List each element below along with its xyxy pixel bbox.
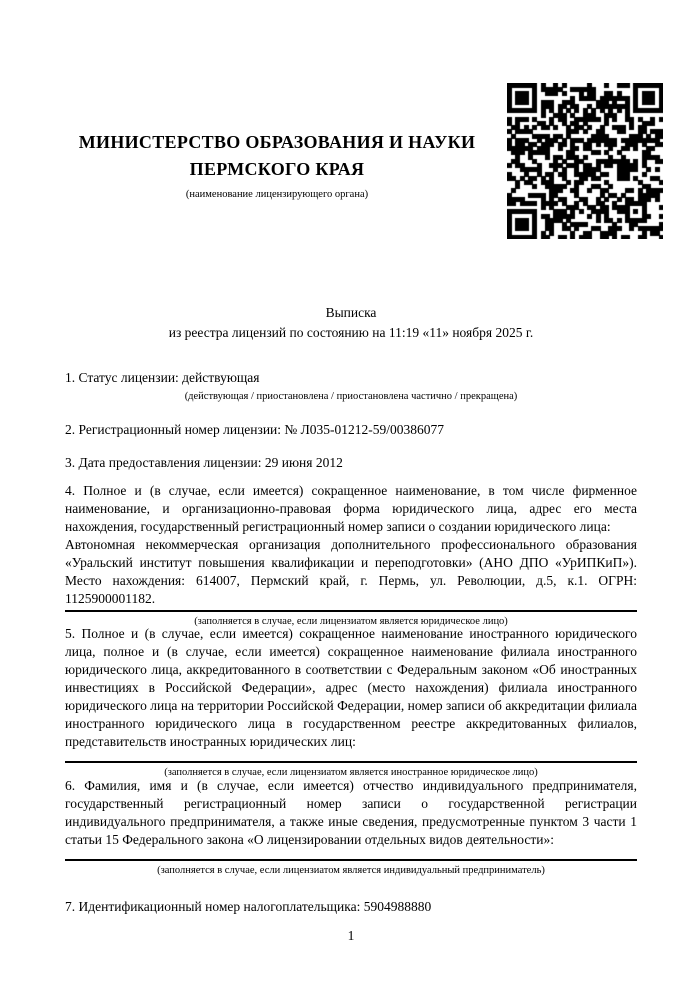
page-number: 1 [347, 928, 355, 943]
legal-entity-underline [65, 610, 637, 612]
document-header [65, 129, 489, 201]
item-license-status [65, 369, 637, 403]
qr-code-icon [507, 83, 663, 239]
title-line1: Выписка [325, 305, 377, 320]
legal-entity-caption: (заполняется в случае, если лицензиатом является юридическое лицо) [194, 616, 508, 627]
item-license-date [65, 454, 637, 472]
foreign-entity-label: 5. Полное и (в случае, если имеется) сокращенное наименование иностранного юридического лица, полное и (в случае, если имеется) сокращенное наименование филиала иностранного юридического лица, аккредитованного в соответствии с Федеральным законом «Об иностранных инвестициях в Российской Федерации», адрес (место нахождения) филиала иностранного юридического лица на территории Российской Федерации, номер записи об аккредитации филиала иностранного юридического лица в государственном реестре аккредитованных филиалов, представительств иностранных юридических лиц: [65, 626, 637, 749]
legal-entity-value: Автономная некоммерческая организация дополнительного профессионального образования «Уральский институт повышения квалификации и переподготовки» (АНО ДПО «УрИПКиП»). Место нахождения: 614007, Пермский край, г. Пермь, ул. Революции, д.5, к.1. ОГРН: 1125900001182. [65, 537, 637, 606]
ministry-name-line1: МИНИСТЕРСТВО ОБРАЗОВАНИЯ И НАУКИ [78, 132, 476, 152]
legal-entity-label: 4. Полное и (в случае, если имеется) сокращенное наименование, в том числе фирменное наименование, и организационно-правовая форма юридического лица, адрес его места нахождения, государственный регистрационный номер записи о создании юридического лица: [65, 483, 637, 534]
ministry-name-line2: ПЕРМСКОГО КРАЯ [189, 159, 365, 179]
item-legal-entity [65, 482, 637, 628]
individual-entrepreneur-blank-line [65, 859, 637, 861]
individual-entrepreneur-label: 6. Фамилия, имя и (в случае, если имеется) отчество индивидуального предпринимателя, государственный регистрационный номер записи о государственной регистрации индивидуального предпринимателя, а также иные сведения, предусмотренные пунктом 3 части 1 статьи 15 Федерального закона «О лицензировании отдельных видов деятельности»: [65, 778, 637, 847]
foreign-entity-caption: (заполняется в случае, если лицензиатом является иностранное юридическое лицо) [164, 767, 538, 778]
item-foreign-entity [65, 625, 637, 779]
license-date-text: 3. Дата предоставления лицензии: 29 июня 2012 [65, 455, 343, 470]
title-line2: из реестра лицензий по состоянию на 11:19 «11» ноября 2025 г. [168, 324, 534, 340]
document-title [65, 303, 637, 342]
foreign-entity-blank-line [65, 761, 637, 763]
item-taxpayer-number [65, 898, 637, 916]
registration-number-text: 2. Регистрационный номер лицензии: № Л035-01212-59/00386077 [65, 422, 445, 437]
individual-entrepreneur-caption: (заполняется в случае, если лицензиатом является индивидуальный предприниматель) [157, 865, 545, 876]
item-individual-entrepreneur [65, 777, 637, 877]
license-status-caption: (действующая / приостановлена / приостановлена частично / прекращена) [184, 391, 518, 402]
license-status-text: 1. Статус лицензии: действующая [65, 370, 260, 385]
taxpayer-number-text: 7. Идентификационный номер налогоплательщика: 5904988880 [65, 899, 432, 914]
ministry-caption: (наименование лицензирующего органа) [185, 189, 369, 200]
item-registration-number [65, 421, 637, 439]
